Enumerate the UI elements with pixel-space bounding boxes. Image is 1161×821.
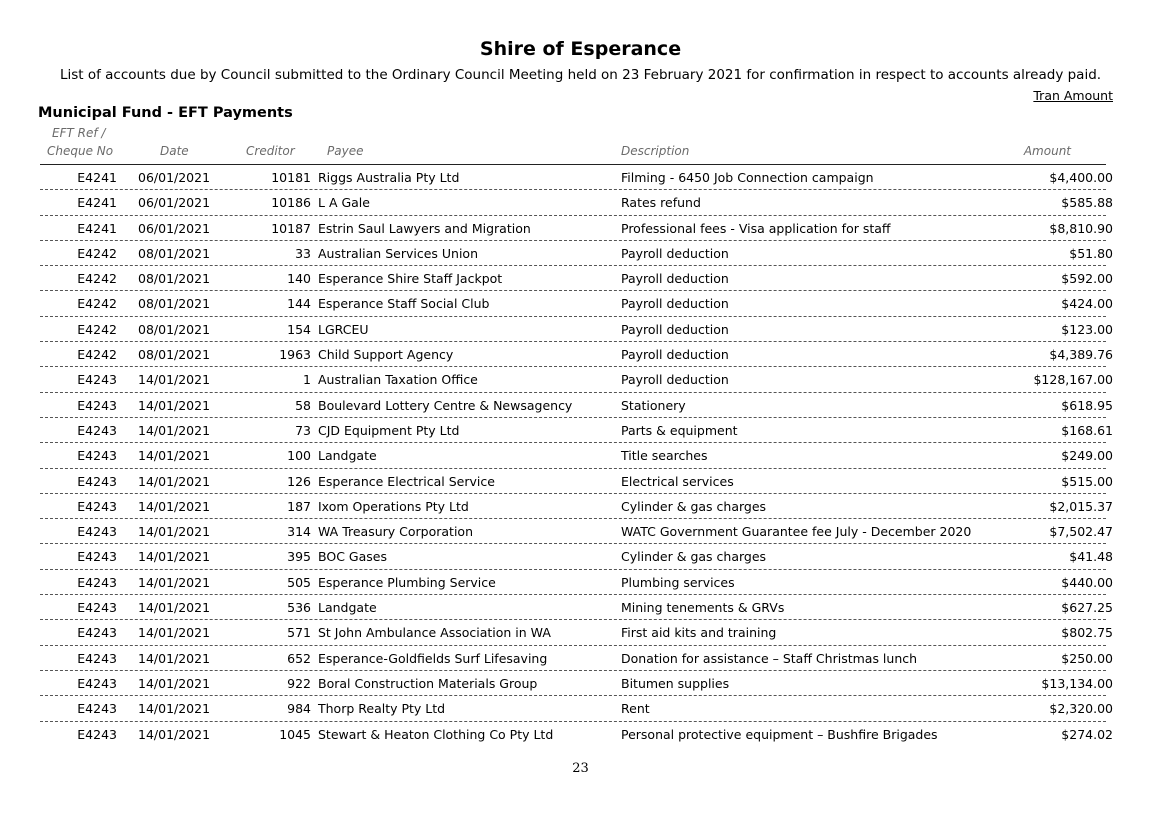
- cell-ref: E4243: [77, 372, 117, 388]
- cell-payee: Boral Construction Materials Group: [318, 675, 538, 691]
- table-row: [0, 190, 1161, 215]
- cell-description: Donation for assistance – Staff Christmas lunch: [621, 650, 918, 666]
- cell-ref: E4243: [77, 625, 117, 641]
- cell-date: 06/01/2021: [138, 220, 211, 236]
- cell-creditor: 10186: [271, 195, 311, 211]
- header-date: Date: [160, 144, 189, 158]
- cell-ref: E4243: [77, 675, 117, 691]
- cell-payee: Ixom Operations Pty Ltd: [318, 498, 469, 514]
- table-row: [0, 393, 1161, 418]
- cell-amount: $13,134.00: [1041, 675, 1113, 691]
- cell-date: 08/01/2021: [138, 245, 211, 261]
- cell-amount: $7,502.47: [1049, 524, 1113, 540]
- cell-amount: $440.00: [1061, 574, 1113, 590]
- cell-ref: E4243: [77, 549, 117, 565]
- cell-payee: Estrin Saul Lawyers and Migration: [318, 220, 531, 236]
- cell-creditor: 536: [287, 600, 311, 616]
- cell-description: Payroll deduction: [621, 245, 729, 261]
- cell-description: Payroll deduction: [621, 271, 729, 287]
- cell-creditor: 187: [287, 498, 311, 514]
- cell-creditor: 1963: [279, 347, 311, 363]
- table-row: [0, 519, 1161, 544]
- cell-date: 14/01/2021: [138, 448, 211, 464]
- cell-date: 06/01/2021: [138, 195, 211, 211]
- cell-payee: Boulevard Lottery Centre & Newsagency: [318, 397, 573, 413]
- table-row: [0, 671, 1161, 696]
- cell-ref: E4242: [77, 296, 117, 312]
- header-description: Description: [621, 144, 690, 158]
- cell-ref: E4243: [77, 524, 117, 540]
- cell-ref: E4241: [77, 195, 117, 211]
- cell-payee: Australian Taxation Office: [318, 372, 478, 388]
- cell-description: Payroll deduction: [621, 321, 729, 337]
- cell-ref: E4243: [77, 600, 117, 616]
- cell-ref: E4242: [77, 347, 117, 363]
- cell-ref: E4242: [77, 245, 117, 261]
- table-row: [0, 620, 1161, 645]
- cell-amount: $585.88: [1061, 195, 1113, 211]
- table-row: [0, 595, 1161, 620]
- cell-amount: $802.75: [1061, 625, 1113, 641]
- cell-creditor: 10181: [271, 170, 311, 185]
- cell-amount: $51.80: [1069, 245, 1113, 261]
- table-row: [0, 544, 1161, 569]
- cell-payee: Esperance Shire Staff Jackpot: [318, 271, 503, 287]
- cell-date: 08/01/2021: [138, 296, 211, 312]
- cell-description: Personal protective equipment – Bushfire Brigades: [621, 726, 938, 742]
- header-amount: Amount: [1023, 144, 1071, 158]
- cell-creditor: 140: [287, 271, 311, 287]
- cell-ref: E4243: [77, 650, 117, 666]
- cell-ref: E4242: [77, 271, 117, 287]
- cell-amount: $4,389.76: [1049, 347, 1113, 363]
- cell-date: 14/01/2021: [138, 422, 211, 438]
- cell-date: 08/01/2021: [138, 271, 211, 287]
- table-row: [0, 216, 1161, 241]
- table-row: [0, 291, 1161, 316]
- cell-amount: $249.00: [1061, 448, 1113, 464]
- cell-date: 14/01/2021: [138, 473, 211, 489]
- cell-amount: $618.95: [1061, 397, 1113, 413]
- cell-payee: CJD Equipment Pty Ltd: [318, 422, 460, 438]
- cell-creditor: 154: [287, 321, 311, 337]
- cell-creditor: 395: [287, 549, 311, 565]
- cell-ref: E4241: [77, 170, 117, 185]
- cell-description: Professional fees - Visa application for staff: [621, 220, 891, 236]
- cell-payee: LGRCEU: [318, 321, 369, 337]
- table-row: [0, 342, 1161, 367]
- cell-date: 08/01/2021: [138, 347, 211, 363]
- cell-description: Parts & equipment: [621, 422, 738, 438]
- header-ref-line1: EFT Ref /: [52, 126, 106, 140]
- cell-ref: E4243: [77, 422, 117, 438]
- cell-creditor: 314: [287, 524, 311, 540]
- cell-date: 14/01/2021: [138, 549, 211, 565]
- cell-amount: $592.00: [1061, 271, 1113, 287]
- page-subtitle: List of accounts due by Council submitted to the Ordinary Council Meeting held on 23 February 2021 for confirmation in respect to accounts already paid.: [59, 67, 1102, 83]
- cell-ref: E4243: [77, 574, 117, 590]
- cell-payee: Riggs Australia Pty Ltd: [318, 170, 460, 185]
- cell-description: WATC Government Guarantee fee July - December 2020: [621, 524, 972, 540]
- cell-payee: L A Gale: [318, 195, 370, 211]
- cell-date: 14/01/2021: [138, 726, 211, 742]
- header-payee: Payee: [327, 144, 364, 158]
- cell-description: Title searches: [621, 448, 708, 464]
- cell-description: Cylinder & gas charges: [621, 498, 767, 514]
- section-title: Municipal Fund - EFT Payments: [38, 105, 293, 121]
- cell-description: Payroll deduction: [621, 296, 729, 312]
- cell-payee: Thorp Realty Pty Ltd: [318, 701, 446, 717]
- cell-date: 08/01/2021: [138, 321, 211, 337]
- cell-creditor: 984: [287, 701, 311, 717]
- cell-creditor: 126: [287, 473, 311, 489]
- cell-ref: E4243: [77, 473, 117, 489]
- table-row: [0, 317, 1161, 342]
- cell-amount: $123.00: [1061, 321, 1113, 337]
- cell-payee: Child Support Agency: [318, 347, 454, 363]
- cell-payee: St John Ambulance Association in WA: [318, 625, 551, 641]
- table-row: [0, 241, 1161, 266]
- cell-creditor: 144: [287, 296, 311, 312]
- tran-amount-label: Tran Amount: [1033, 88, 1113, 103]
- cell-creditor: 33: [295, 245, 311, 261]
- cell-description: Payroll deduction: [621, 347, 729, 363]
- table-row: [0, 469, 1161, 494]
- cell-description: Electrical services: [621, 473, 734, 489]
- cell-ref: E4243: [77, 448, 117, 464]
- cell-creditor: 505: [287, 574, 311, 590]
- cell-payee: Esperance Staff Social Club: [318, 296, 490, 312]
- table-row: [0, 418, 1161, 443]
- cell-payee: Australian Services Union: [318, 245, 478, 261]
- page-number: 23: [572, 761, 589, 776]
- cell-ref: E4242: [77, 321, 117, 337]
- cell-payee: Esperance-Goldfields Surf Lifesaving: [318, 650, 548, 666]
- cell-description: Filming - 6450 Job Connection campaign: [621, 170, 874, 185]
- cell-date: 14/01/2021: [138, 498, 211, 514]
- cell-date: 06/01/2021: [138, 170, 211, 185]
- cell-date: 14/01/2021: [138, 701, 211, 717]
- cell-creditor: 58: [295, 397, 311, 413]
- cell-date: 14/01/2021: [138, 675, 211, 691]
- cell-amount: $274.02: [1061, 726, 1113, 742]
- cell-creditor: 922: [287, 675, 311, 691]
- cell-amount: $168.61: [1061, 422, 1113, 438]
- cell-description: Stationery: [621, 397, 686, 413]
- cell-date: 14/01/2021: [138, 600, 211, 616]
- cell-payee: Esperance Plumbing Service: [318, 574, 496, 590]
- cell-date: 14/01/2021: [138, 524, 211, 540]
- cell-date: 14/01/2021: [138, 650, 211, 666]
- table-header: [0, 126, 1161, 164]
- cell-payee: Esperance Electrical Service: [318, 473, 495, 489]
- cell-amount: $41.48: [1069, 549, 1113, 565]
- cell-description: First aid kits and training: [621, 625, 777, 641]
- header-creditor: Creditor: [246, 144, 295, 158]
- cell-date: 14/01/2021: [138, 397, 211, 413]
- cell-amount: $515.00: [1061, 473, 1113, 489]
- cell-amount: $8,810.90: [1049, 220, 1113, 236]
- cell-payee: Landgate: [318, 448, 377, 464]
- cell-creditor: 571: [287, 625, 311, 641]
- cell-creditor: 73: [295, 422, 311, 438]
- cell-amount: $627.25: [1061, 600, 1113, 616]
- cell-description: Bitumen supplies: [621, 675, 730, 691]
- payments-table: [0, 165, 1161, 747]
- cell-description: Rent: [621, 701, 650, 717]
- cell-ref: E4243: [77, 498, 117, 514]
- cell-description: Mining tenements & GRVs: [621, 600, 785, 616]
- cell-description: Cylinder & gas charges: [621, 549, 767, 565]
- table-row: [0, 494, 1161, 519]
- cell-description: Payroll deduction: [621, 372, 729, 388]
- cell-amount: $2,320.00: [1049, 701, 1113, 717]
- cell-amount: $4,400.00: [1049, 170, 1113, 185]
- cell-creditor: 1045: [279, 726, 311, 742]
- cell-creditor: 100: [287, 448, 311, 464]
- table-row: [0, 367, 1161, 392]
- cell-date: 14/01/2021: [138, 372, 211, 388]
- cell-payee: Landgate: [318, 600, 377, 616]
- cell-payee: BOC Gases: [318, 549, 387, 565]
- table-row: [0, 646, 1161, 671]
- cell-creditor: 652: [287, 650, 311, 666]
- cell-payee: WA Treasury Corporation: [318, 524, 473, 540]
- table-row: [0, 570, 1161, 595]
- table-row: [0, 443, 1161, 468]
- cell-ref: E4241: [77, 220, 117, 236]
- cell-ref: E4243: [77, 726, 117, 742]
- header-ref-line2: Cheque No: [47, 144, 114, 158]
- cell-payee: Stewart & Heaton Clothing Co Pty Ltd: [318, 726, 554, 742]
- cell-ref: E4243: [77, 701, 117, 717]
- cell-date: 14/01/2021: [138, 625, 211, 641]
- table-row: [0, 266, 1161, 291]
- table-row: [0, 722, 1161, 747]
- cell-creditor: 1: [303, 372, 311, 388]
- cell-description: Rates refund: [621, 195, 701, 211]
- cell-creditor: 10187: [271, 220, 311, 236]
- table-row: [0, 165, 1161, 190]
- table-row: [0, 696, 1161, 721]
- cell-date: 14/01/2021: [138, 574, 211, 590]
- cell-description: Plumbing services: [621, 574, 735, 590]
- cell-amount: $2,015.37: [1049, 498, 1113, 514]
- cell-ref: E4243: [77, 397, 117, 413]
- page-title: Shire of Esperance: [479, 38, 682, 60]
- cell-amount: $424.00: [1061, 296, 1113, 312]
- cell-amount: $250.00: [1061, 650, 1113, 666]
- cell-amount: $128,167.00: [1033, 372, 1113, 388]
